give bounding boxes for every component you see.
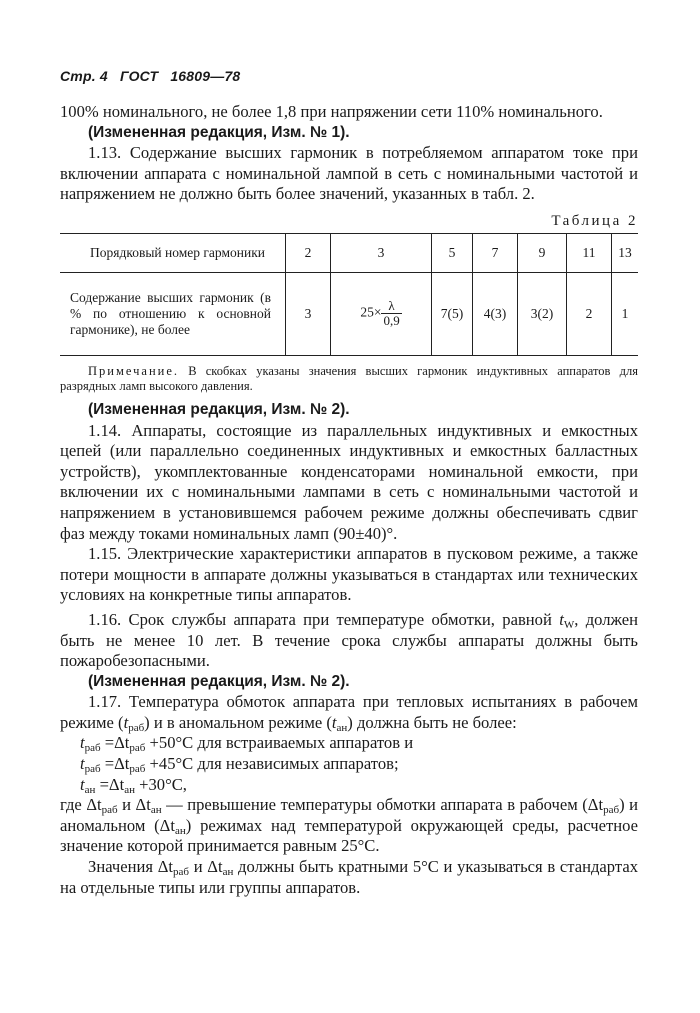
formula-eq: =Δt — [99, 774, 125, 794]
formula-denominator: 0,9 — [383, 313, 400, 329]
formula-line-2 — [60, 754, 638, 775]
formula-tail: +45°C для независимых аппаратов; — [149, 754, 399, 774]
where-part: и Δt — [117, 795, 151, 815]
subscript-an: ан — [174, 824, 186, 837]
value-cell-formula — [331, 272, 432, 355]
formula-tail: +30°C, — [139, 774, 187, 794]
harmonic-cell: 11 — [567, 233, 612, 272]
subscript-rab: раб — [84, 763, 101, 776]
formula-fraction — [381, 299, 401, 328]
note-text: В скобках указаны значения высших гармоник индуктивных аппаратов для разрядных ламп высокого давления. — [60, 363, 638, 393]
subscript-an: ан — [222, 866, 234, 879]
subscript-rab: раб — [129, 763, 146, 776]
formula-eq: =Δt — [104, 754, 130, 774]
paragraph-continuation: 100% номинального, не более 1,8 при напряжении сети 110% номинального. — [60, 102, 603, 121]
table-caption: Таблица 2 — [551, 212, 638, 229]
page-header — [60, 68, 248, 84]
subscript-rab: раб — [101, 804, 118, 817]
paragraph-1-17-part: 1.17. Температура обмоток аппарата при тепловых испытаниях в рабочем режиме ( — [60, 692, 638, 732]
paragraph-1-16 — [60, 610, 638, 672]
harmonic-cell: 5 — [432, 233, 473, 272]
harmonic-cell: 13 — [612, 233, 639, 272]
paragraph-1-17-part: ) и в аномальном режиме ( — [144, 712, 332, 732]
paragraph-1-17-part: ) должна быть не более: — [347, 712, 517, 732]
value-cell: 3(2) — [518, 272, 567, 355]
last-part: должны быть кратными 5°C и указываться в стандартах на отдельные типы или группы аппаратов. — [60, 857, 638, 897]
subscript-an: ан — [84, 783, 96, 796]
symbol-t: t — [123, 712, 129, 732]
subscript-an: ан — [336, 721, 348, 734]
page-number: Стр. 4 — [60, 68, 108, 84]
paragraph-where — [60, 795, 638, 857]
redaction-note-2b: (Измененная редакция, Изм. № 2). — [88, 672, 350, 690]
subscript-rab: раб — [603, 804, 620, 817]
harmonic-cell: 9 — [518, 233, 567, 272]
paragraph-last — [60, 857, 638, 898]
subscript-rab: раб — [84, 742, 101, 755]
row-label-content: Содержание высших гармоник (в % по отношению к основной гармонике), не более — [60, 272, 286, 355]
value-cell: 7(5) — [432, 272, 473, 355]
symbol-t: t — [80, 774, 85, 794]
formula-line-3 — [60, 775, 638, 796]
harmonic-cell: 2 — [286, 233, 331, 272]
symbol-t: t — [80, 733, 85, 753]
harmonics-table — [60, 233, 638, 356]
formula-tail: +50°C для встраиваемых аппаратов и — [149, 733, 414, 753]
value-cell: 4(3) — [473, 272, 518, 355]
formula-eq: =Δt — [104, 733, 130, 753]
subscript-an: ан — [150, 804, 162, 817]
subscript-w: W — [563, 618, 575, 631]
paragraph-1-14: 1.14. Аппараты, состоящие из параллельных индуктивных и емкостных цепей (или параллельно соединенных индуктивных и емкостных балластных устройств), укомплектованные конденсаторами номинальной емкости, при включении их с номинальными лампами в сеть с номинальными частотой и напряжением в установившемся рабочем режиме должны обеспечивать сдвиг фаз между токами номинальных ламп (90±40)°. — [60, 420, 638, 543]
formula-line-1 — [60, 733, 638, 754]
paragraph-1-16-part: 1.16. Срок службы аппарата при температуре обмотки, равной — [88, 609, 552, 629]
harmonic-cell: 7 — [473, 233, 518, 272]
subscript-rab: раб — [129, 742, 146, 755]
standard-label: ГОСТ — [119, 68, 159, 84]
formula-prefix: 25× — [360, 305, 382, 321]
value-cell: 2 — [567, 272, 612, 355]
where-part: ) и аномальном (Δt — [60, 795, 638, 835]
document-body — [60, 102, 638, 898]
subscript-rab: раб — [173, 866, 189, 879]
value-cell: 3 — [286, 272, 331, 355]
note-label: Примечание. — [88, 363, 180, 378]
where-part: где Δt — [60, 795, 102, 815]
row-label-harmonic-number: Порядковый номер гармоники — [60, 233, 286, 272]
redaction-note-2a: (Измененная редакция, Изм. № 2). — [88, 400, 350, 418]
harmonic-cell: 3 — [331, 233, 432, 272]
subscript-rab: раб — [128, 721, 145, 734]
standard-number: 16809—78 — [170, 68, 241, 84]
where-part: ) режимах над температурой окружающей среды, расчетное значение которой принимается равным 25°C. — [60, 815, 638, 856]
paragraph-1-17 — [60, 692, 638, 733]
symbol-t: t — [559, 609, 564, 629]
paragraph-1-16-part: , должен быть не менее 10 лет. В течение срока службы аппараты должны быть пожаробезопасными. — [60, 609, 638, 671]
formula-numerator: λ — [381, 299, 401, 314]
where-part: — превышение температуры обмотки аппарата в рабочем (Δt — [161, 795, 604, 815]
last-part: Значения Δt — [88, 857, 173, 877]
symbol-t: t — [80, 754, 85, 774]
symbol-t: t — [331, 712, 337, 732]
last-part: и Δt — [188, 857, 223, 877]
table-note — [60, 364, 638, 394]
value-cell: 1 — [612, 272, 639, 355]
redaction-note-1: (Измененная редакция, Изм. № 1). — [88, 123, 350, 141]
paragraph-1-15: 1.15. Электрические характеристики аппаратов в пусковом режиме, а также потери мощности в аппарате должны указываться в стандартах или технических условиях на конкретные типы аппаратов. — [60, 544, 638, 605]
paragraph-1-13: 1.13. Содержание высших гармоник в потребляемом аппаратом токе при включении аппарата с номинальной лампой в сеть с номинальными частотой и напряжением не должно быть более значений, указанных в табл. 2. — [60, 143, 638, 204]
table-row — [60, 272, 638, 355]
subscript-an: ан — [124, 783, 135, 796]
table-row — [60, 233, 638, 272]
